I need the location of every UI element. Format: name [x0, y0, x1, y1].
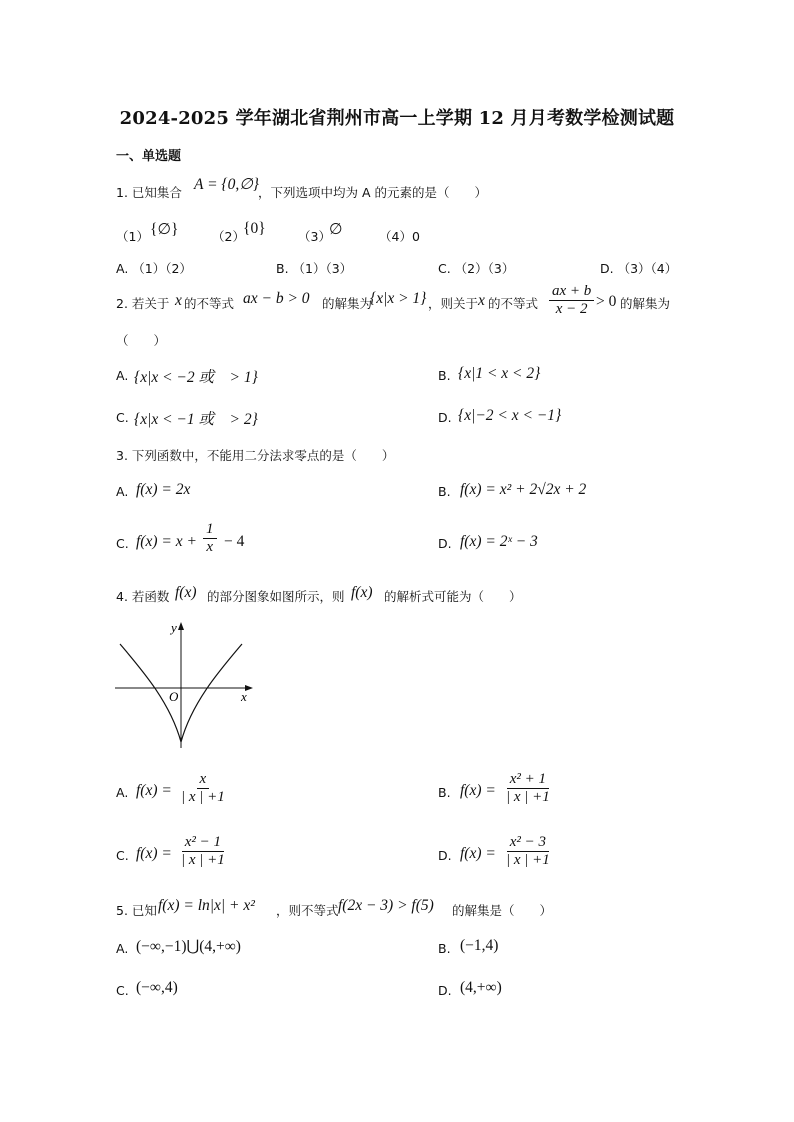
q3-frac-num: 1 — [203, 521, 217, 539]
q2-stem-b: 的不等式 — [184, 296, 235, 311]
q1-option-c: C. （2）（3） — [438, 261, 515, 276]
q5-option-d: (4,+∞) — [460, 979, 502, 996]
q4-option-b-label: B. — [438, 785, 451, 800]
q4-option-a-fraction — [178, 771, 228, 806]
q3-option-a: f(x) = 2x — [136, 481, 191, 498]
q2-option-b: {x|1 < x < 2} — [458, 365, 541, 382]
q2-stem-a: 2. 若关于 — [116, 296, 170, 311]
q1-item-1: （1） — [116, 229, 149, 244]
q2-option-d: {x|−2 < x < −1} — [458, 407, 562, 424]
q5-option-b-label: B. — [438, 941, 451, 956]
q4-option-b-fraction — [503, 771, 553, 806]
q4-b-den: | x | +1 — [506, 789, 550, 805]
q1-item-2-value: {0} — [243, 220, 266, 237]
q3-option-a-label: A. — [116, 484, 129, 499]
q4-b-num: x² + 1 — [507, 771, 549, 789]
q2-stem-f: 的解集为 — [620, 296, 671, 311]
q2-option-b-label: B. — [438, 368, 451, 383]
q4-option-c-label: C. — [116, 848, 129, 863]
q1-option-b: B. （1）（3） — [276, 261, 353, 276]
graph-label-origin: O — [169, 689, 179, 704]
graph-curve-right — [181, 644, 242, 742]
q4-a-den: | x | +1 — [181, 789, 225, 805]
q4-option-c-lhs: f(x) = — [136, 845, 172, 862]
q5-option-c: (−∞,4) — [136, 979, 178, 996]
q3-option-d-label: D. — [438, 536, 452, 551]
q1-item-2: （2） — [212, 229, 245, 244]
q2-option-d-label: D. — [438, 410, 452, 425]
q5-stem-b: ，则不等式 — [276, 903, 339, 918]
q3-option-b-label: B. — [438, 484, 451, 499]
q2-stem-e: 的不等式 — [488, 296, 539, 311]
q5-option-a-label: A. — [116, 941, 129, 956]
q3-frac-den: x — [206, 539, 214, 555]
q2-option-c-label: C. — [116, 410, 129, 425]
q2-frac-den: x − 2 — [555, 301, 588, 317]
q3-stem: 3. 下列函数中，不能用二分法求零点的是（ ） — [116, 448, 395, 463]
q4-d-num: x² − 3 — [507, 834, 549, 852]
q3-option-d: f(x) = 2ˣ − 3 — [460, 533, 538, 550]
q5-option-d-label: D. — [438, 983, 452, 998]
q4-option-a-label: A. — [116, 785, 129, 800]
q3-option-c-fraction — [203, 521, 217, 556]
y-axis-arrow — [178, 622, 184, 630]
q2-paren: （ ） — [116, 333, 167, 348]
q4-c-num: x² − 1 — [182, 834, 224, 852]
q1-item-3-value: ∅ — [329, 221, 343, 238]
q4-option-b-lhs: f(x) = — [460, 782, 496, 799]
q2-fraction — [549, 283, 594, 318]
q5-option-b: (−1,4) — [460, 937, 499, 954]
q1-set: A = {0,∅} — [194, 176, 259, 193]
q4-stem-a: 4. 若函数 — [116, 589, 170, 604]
q1-stem-a: 1. 已知集合 — [116, 185, 182, 200]
q2-option-c: {x|x < −1 或 > 2} — [134, 411, 258, 428]
q4-stem-c: 的解析式可能为（ ） — [384, 589, 522, 604]
q4-function-graph — [112, 620, 254, 750]
graph-label-x: x — [241, 689, 247, 704]
q1-option-d: D. （3）（4） — [600, 261, 678, 276]
q3-option-c-tail: − 4 — [224, 533, 245, 550]
q1-item-3: （3） — [298, 229, 331, 244]
q2-option-a-label: A. — [116, 368, 129, 383]
q3-option-b: f(x) = x² + 2√2x + 2 — [460, 481, 587, 498]
q3-option-c-label: C. — [116, 536, 129, 551]
q4-fx-2: f(x) — [351, 584, 373, 601]
q2-frac-num: ax + b — [549, 283, 594, 301]
q2-stem-c: 的解集为 — [322, 296, 373, 311]
q5-stem-a: 5. 已知 — [116, 903, 157, 918]
q1-item-1-value: {∅} — [150, 221, 179, 238]
q2-var-x: x — [175, 292, 182, 309]
q4-option-d-fraction — [503, 834, 553, 869]
q4-d-den: | x | +1 — [506, 852, 550, 868]
q5-option-c-label: C. — [116, 983, 129, 998]
q2-frac-tail: > 0 — [596, 293, 617, 310]
q4-c-den: | x | +1 — [181, 852, 225, 868]
q4-fx: f(x) — [175, 584, 197, 601]
section-heading: 一、单选题 — [116, 149, 182, 164]
q1-option-a: A. （1）（2） — [116, 261, 192, 276]
q5-definition: f(x) = ln|x| + x² — [158, 897, 255, 914]
q2-ineq: ax − b > 0 — [243, 290, 310, 307]
q2-var-x-2: x — [478, 292, 485, 309]
q4-option-c-fraction — [178, 834, 228, 869]
q5-inequality: f(2x − 3) > f(5) — [338, 897, 434, 914]
q2-option-a: {x|x < −2 或 > 1} — [134, 369, 258, 386]
q3-option-c-lhs: f(x) = x + — [136, 533, 197, 550]
q4-stem-b: 的部分图象如图所示，则 — [207, 589, 345, 604]
q5-stem-c: 的解集是（ ） — [452, 903, 553, 918]
q2-solution-set: {x|x > 1} — [370, 290, 427, 307]
q1-item-4: （4）0 — [379, 229, 420, 244]
q2-stem-d: ，则关于 — [428, 296, 479, 311]
graph-label-y: y — [171, 620, 177, 635]
q5-option-a: (−∞,−1)⋃(4,+∞) — [136, 938, 241, 955]
page-title: 2024-2025 学年湖北省荆州市高一上学期 12 月月考数学检测试题 — [119, 108, 675, 129]
q4-option-a-lhs: f(x) = — [136, 782, 172, 799]
q1-stem-b: ，下列选项中均为 A 的元素的是（ ） — [258, 185, 487, 200]
q4-option-d-label: D. — [438, 848, 452, 863]
q4-option-d-lhs: f(x) = — [460, 845, 496, 862]
q4-a-num: x — [197, 771, 210, 789]
